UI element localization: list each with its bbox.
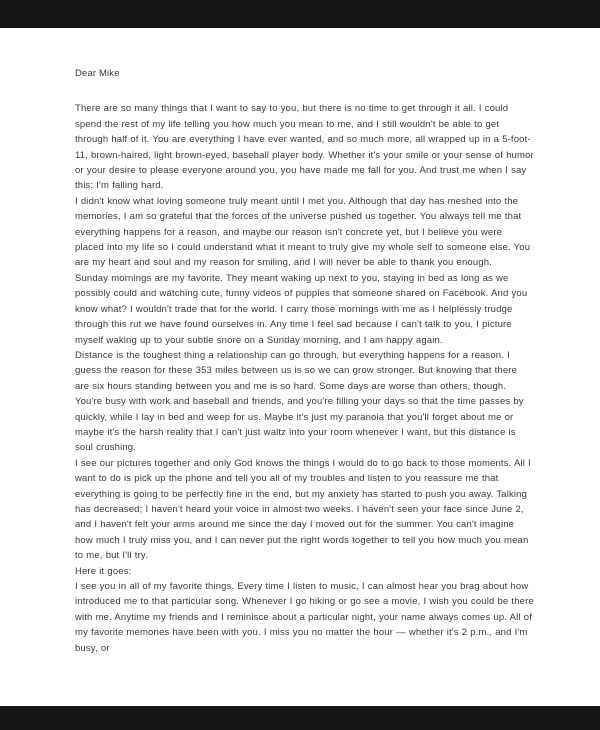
letter-page — [0, 28, 600, 706]
letter-paragraph-2: I didn't know what loving someone truly meant until I met you. Although that day has meshed into the memories, I am so grateful that the forces of the universe pushed us together. You always tell me that everything happens for a reason, and maybe our reason isn't concrete yet, but I believe you were placed into my life so I could understand what it meant to truly give my whole self to someone else. You are my heart and soul and my reason for smiling, and I will never be able to thank you enough. — [75, 195, 531, 269]
letter-paragraph-7: I see you in all of my favorite things. Every time I listen to music, I can almost hear you brag about how introduced me to that particular song. Whenever I go hiking or go see a movie, I wish you could be there with me. Anytime my friends and I reminisce about a particular night, your name always comes up. All of my favorite memories have been with you. I miss you no matter the hour — whether it's 2 p.m., and I'm busy, or — [75, 581, 534, 654]
letter-paragraph-3: Sunday mornings are my favorite. They meant waking up next to you, staying in bed as long as we possibly could and watching cute, funny videos of puppies that someone shared on Facebook. And you know what? I wouldn't trade that for the world. I carry those mornings with me as I helplessly trudge through this rut we have found ourselves in. Any time I feel sad because I can't talk to you, I picture myself waking up to your subtle snore on a Sunday morning, and I am happy again. — [75, 272, 528, 346]
letter-paragraph-4: Distance is the toughest thing a relationship can go through, but everything happens for a reason. I guess the reason for these 353 miles between us is so we can grow stronger. But knowing that there are six hours standing between you and me is so hard. Some days are worse than others, though. You're busy with work and baseball and friends, and you're filling your days so that the time passes by quickly, while I lay in bed and weep for us. Maybe it's just my paranoia that you'll forget about me or maybe it's the harsh reality that I can't just waltz into your room whenever I want, but this distance is soul crushing. — [75, 349, 524, 454]
letter-paragraph-5: I see our pictures together and only God knows the things I would do to go back to those moments. All I want to do is pick up the phone and tell you all of my troubles and listen to you reassure me that everything is going to be perfectly fine in the end, but my anxiety has started to push you away. Talking has decreased; I haven't heard your voice in almost two weeks. I haven't seen your face since June 2, and I haven't felt your arms around me since the day I moved out for the summer. You can't imagine how much I truly miss you, and I can never put the right words together to tell you how much you mean to me, but I'll try. — [75, 457, 531, 562]
letter-line-here-it-goes: Here it goes: — [75, 565, 132, 577]
letter-salutation: Dear Mike — [75, 68, 120, 79]
letter-paragraph-1: There are so many things that I want to say to you, but there is no time to get through it all. I could spend the rest of my life telling you how much you mean to me, and I still wouldn't be able to get through half of it. You are everything I have ever wanted, and so much more, all wrapped up in a 5-foot-11, brown-haired, light brown-eyed, baseball player body. Whether it's your smile or your sense of humor or your desire to please everyone around you, you have made me fall for you. And trust me when I say this: I'm falling hard. — [75, 103, 534, 192]
